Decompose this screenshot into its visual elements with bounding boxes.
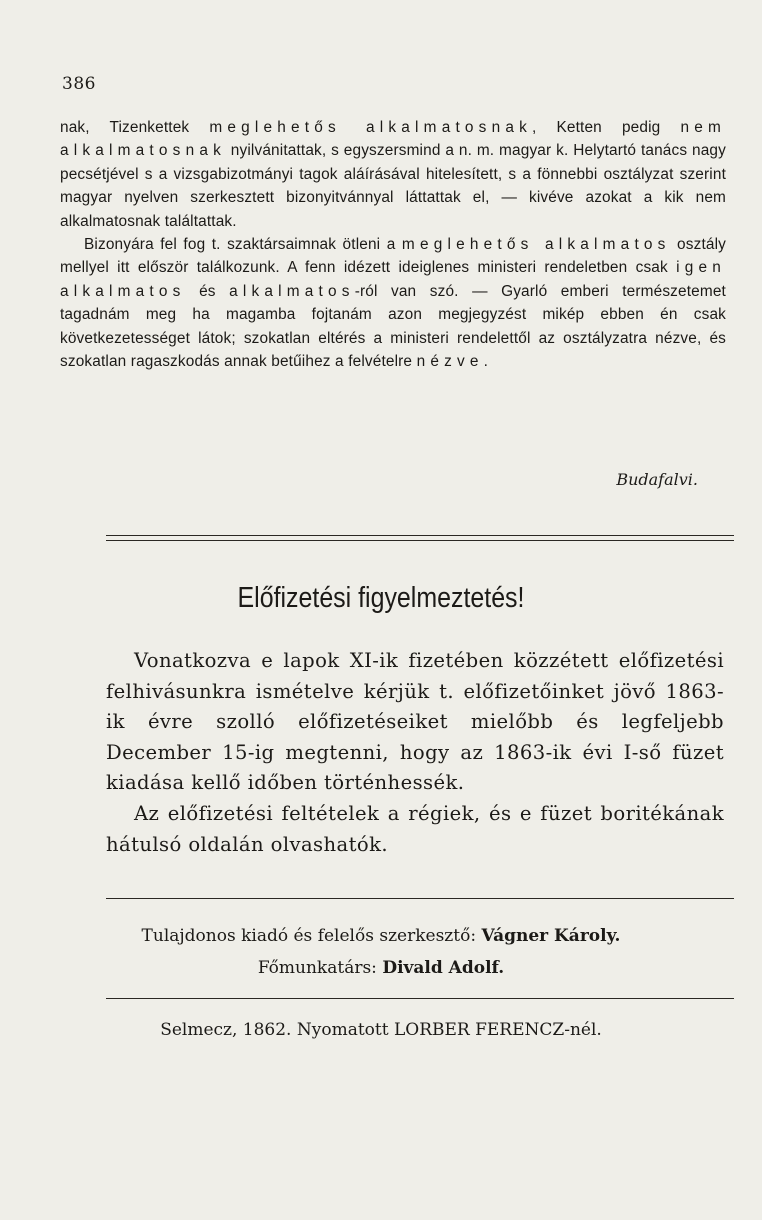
collaborator-name: Divald Adolf. [382,958,505,978]
spaced-emphasis: meglehetős alkalmatos [401,236,671,254]
notice-title: Előfizetési figyelmeztetés! [237,582,525,614]
footer-collaborator-line [0,958,762,978]
imprint-line: Selmecz, 1862. Nyomatott LORBER FERENCZ-nél. [160,1020,602,1040]
footer-rule-top [106,898,734,899]
spaced-emphasis: igen alkalmatos [60,259,726,300]
spaced-emphasis: nézve [416,353,484,371]
page-number: 386 [62,74,96,94]
footer-publisher-line [0,926,762,946]
collaborator-label: Főmunkatárs: [257,958,377,978]
article-paragraph-1: nak, Tizenkettek meglehetős alkalmatosnak, Ketten pedig nem alkalmatosnak nyilvánitattak, s egyszersmind a n. m. magyar k. Helytartó tanács nagy pecsétjével s a vizsgabizotmányi tagok aláírásával hitelesített, s a fönnebbi osztályzat szerint magyar nyelven szerkesztett bizonyitvánnyal láttattak el, — kivéve azokat a kik nem alkalmatosnak találtattak. [60,119,726,230]
notice-paragraph-1: Vonatkozva e lapok XI-ik fizetében közzétett előfizetési felhivásunkra ismételve kérjük t. előfizetőinket jövő 1863-ik évre szolló előfizetéseiket mielőbb és legfeljebb December 15-ig megtenni, hogy az 1863-ik évi I-ső füzet kiadása kellő időben történhessék. [106,649,724,795]
article-body [60,116,726,373]
notice-body [106,646,724,860]
spaced-emphasis: meglehetős alkalmatosnak [209,119,532,136]
notice-paragraph-2: Az előfizetési feltételek a régiek, és e füzet boritékának hátulsó oldalán olvashatók. [106,801,724,856]
publisher-label: Tulajdonos kiadó és felelős szerkesztő: [141,926,477,946]
footer-rule-middle [106,998,734,999]
spaced-emphasis: alkalmatos [229,282,355,300]
publisher-name: Vágner Károly. [481,926,621,946]
article-paragraph-2: Bizonyára fel fog t. szaktársaimnak ötleni a meglehetős alkalmatos osztály mellyel itt először találkozunk. A fenn idézett ideiglenes ministeri rendeletben csak igen alkalmatos és alkalmatos-ról van szó. — Gyarló emberi természetemet tagadnám meg ha magamba fojtanám azon megjegyzést mikép ebben én csak következetességet látok; szokatlan eltérés a ministeri rendelettől az osztályzatra nézve, és szokatlan ragaszkodás annak betűihez a felvételre nézve. [60,236,726,371]
spaced-emphasis: nem alkalmatosnak [60,119,726,160]
double-rule-bottom [106,540,734,541]
double-rule-top [106,535,734,536]
article-signature: Budafalvi. [616,470,698,489]
